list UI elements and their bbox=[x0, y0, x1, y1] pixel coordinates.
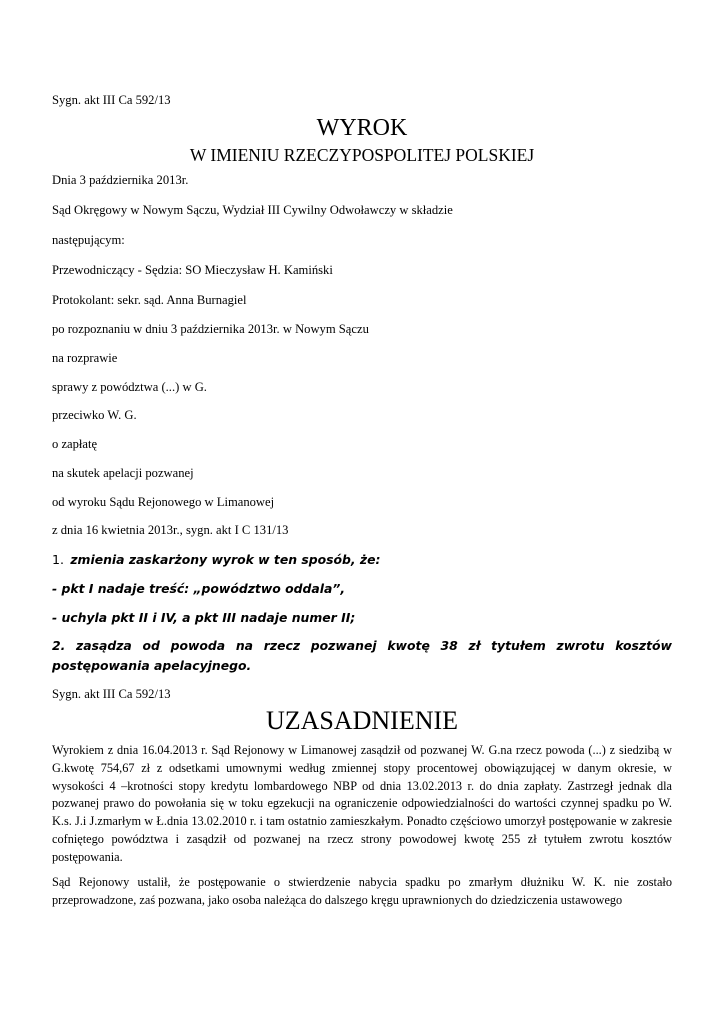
verdict-item-1-text: zmienia zaskarżony wyrok w ten sposób, że: bbox=[70, 552, 381, 567]
document-subtitle: W IMIENIU RZECZYPOSPOLITEJ POLSKIEJ bbox=[189, 145, 535, 165]
justification-case-number: Sygn. akt III Ca 592/13 bbox=[52, 687, 171, 701]
verdict-item-1a: - pkt I nadaje treść: „powództwo oddala”, bbox=[52, 581, 346, 596]
verdict-item-2: 2. zasądza od powoda na rzecz pozwanej kwotę 38 zł tytułem zwrotu kosztów postępowania apelacyjnego. bbox=[52, 638, 672, 673]
composition-continued: następującym: bbox=[52, 233, 125, 247]
court-reporter: Protokolant: sekr. sąd. Anna Burnagiel bbox=[52, 293, 247, 307]
hearing-type: na rozprawie bbox=[52, 351, 118, 365]
document-title: WYROK bbox=[316, 115, 408, 141]
justification-paragraph-2: Sąd Rejonowy ustalił, że postępowanie o stwierdzenie nabycia spadku po zmarłym dłużniku W. K. nie zostało przeprowadzone, zaś pozwana, jako osoba należąca do dalszego kręgu uprawnionych do dziedziczenia ustawowego bbox=[52, 875, 672, 907]
judgment-date: Dnia 3 października 2013r. bbox=[52, 173, 189, 187]
verdict-item-1b: - uchyla pkt II i IV, a pkt III nadaje numer II; bbox=[52, 610, 356, 625]
verdict-item-1 bbox=[52, 552, 380, 568]
case-number: Sygn. akt III Ca 592/13 bbox=[52, 93, 171, 107]
defendant: przeciwko W. G. bbox=[52, 408, 137, 422]
presiding-judge: Przewodniczący - Sędzia: SO Mieczysław H. Kamiński bbox=[52, 263, 333, 277]
lower-court-date: z dnia 16 kwietnia 2013r., sygn. akt I C 131/13 bbox=[52, 523, 289, 537]
court-composition: Sąd Okręgowy w Nowym Sączu, Wydział III Cywilny Odwoławczy w składzie bbox=[52, 203, 453, 217]
justification-title: UZASADNIENIE bbox=[265, 706, 459, 735]
claimant: sprawy z powództwa (...) w G. bbox=[52, 380, 207, 394]
appeal-basis: na skutek apelacji pozwanej bbox=[52, 466, 194, 480]
hearing-date: po rozpoznaniu w dniu 3 października 2013r. w Nowym Sączu bbox=[52, 322, 369, 336]
justification-paragraph-1: Wyrokiem z dnia 16.04.2013 r. Sąd Rejonowy w Limanowej zasądził od pozwanej W. G.na rzecz powoda (...) z siedzibą w G.kwotę 754,67 zł z odsetkami umownymi według zmiennej stopy procentowej obowiązującej w danym okresie, w wysokości 4 –krotności stopy kredytu lombardowego NBP od dnia 13.02.2013 r. do dnia zapłaty. Zastrzegł jednak dla pozwanej prawo do powołania się w toku egzekucji na ograniczenie odpowiedzialności do wartości czynnej spadku po W. K.s. J.i J.zmarłym w Ł.dnia 13.02.2010 r. i tam ostatnio zamieszkałym. Ponadto częściowo umorzył postępowanie w zakresie cofniętego powództwa i zasądził od pozwanej na rzecz strony powodowej kwotę 255 zł tytułem zwrotu kosztów postępowania. bbox=[52, 743, 672, 864]
lower-court-judgment: od wyroku Sądu Rejonowego w Limanowej bbox=[52, 495, 275, 509]
claim-subject: o zapłatę bbox=[52, 437, 98, 451]
verdict-item-1-number: 1. bbox=[52, 552, 65, 567]
